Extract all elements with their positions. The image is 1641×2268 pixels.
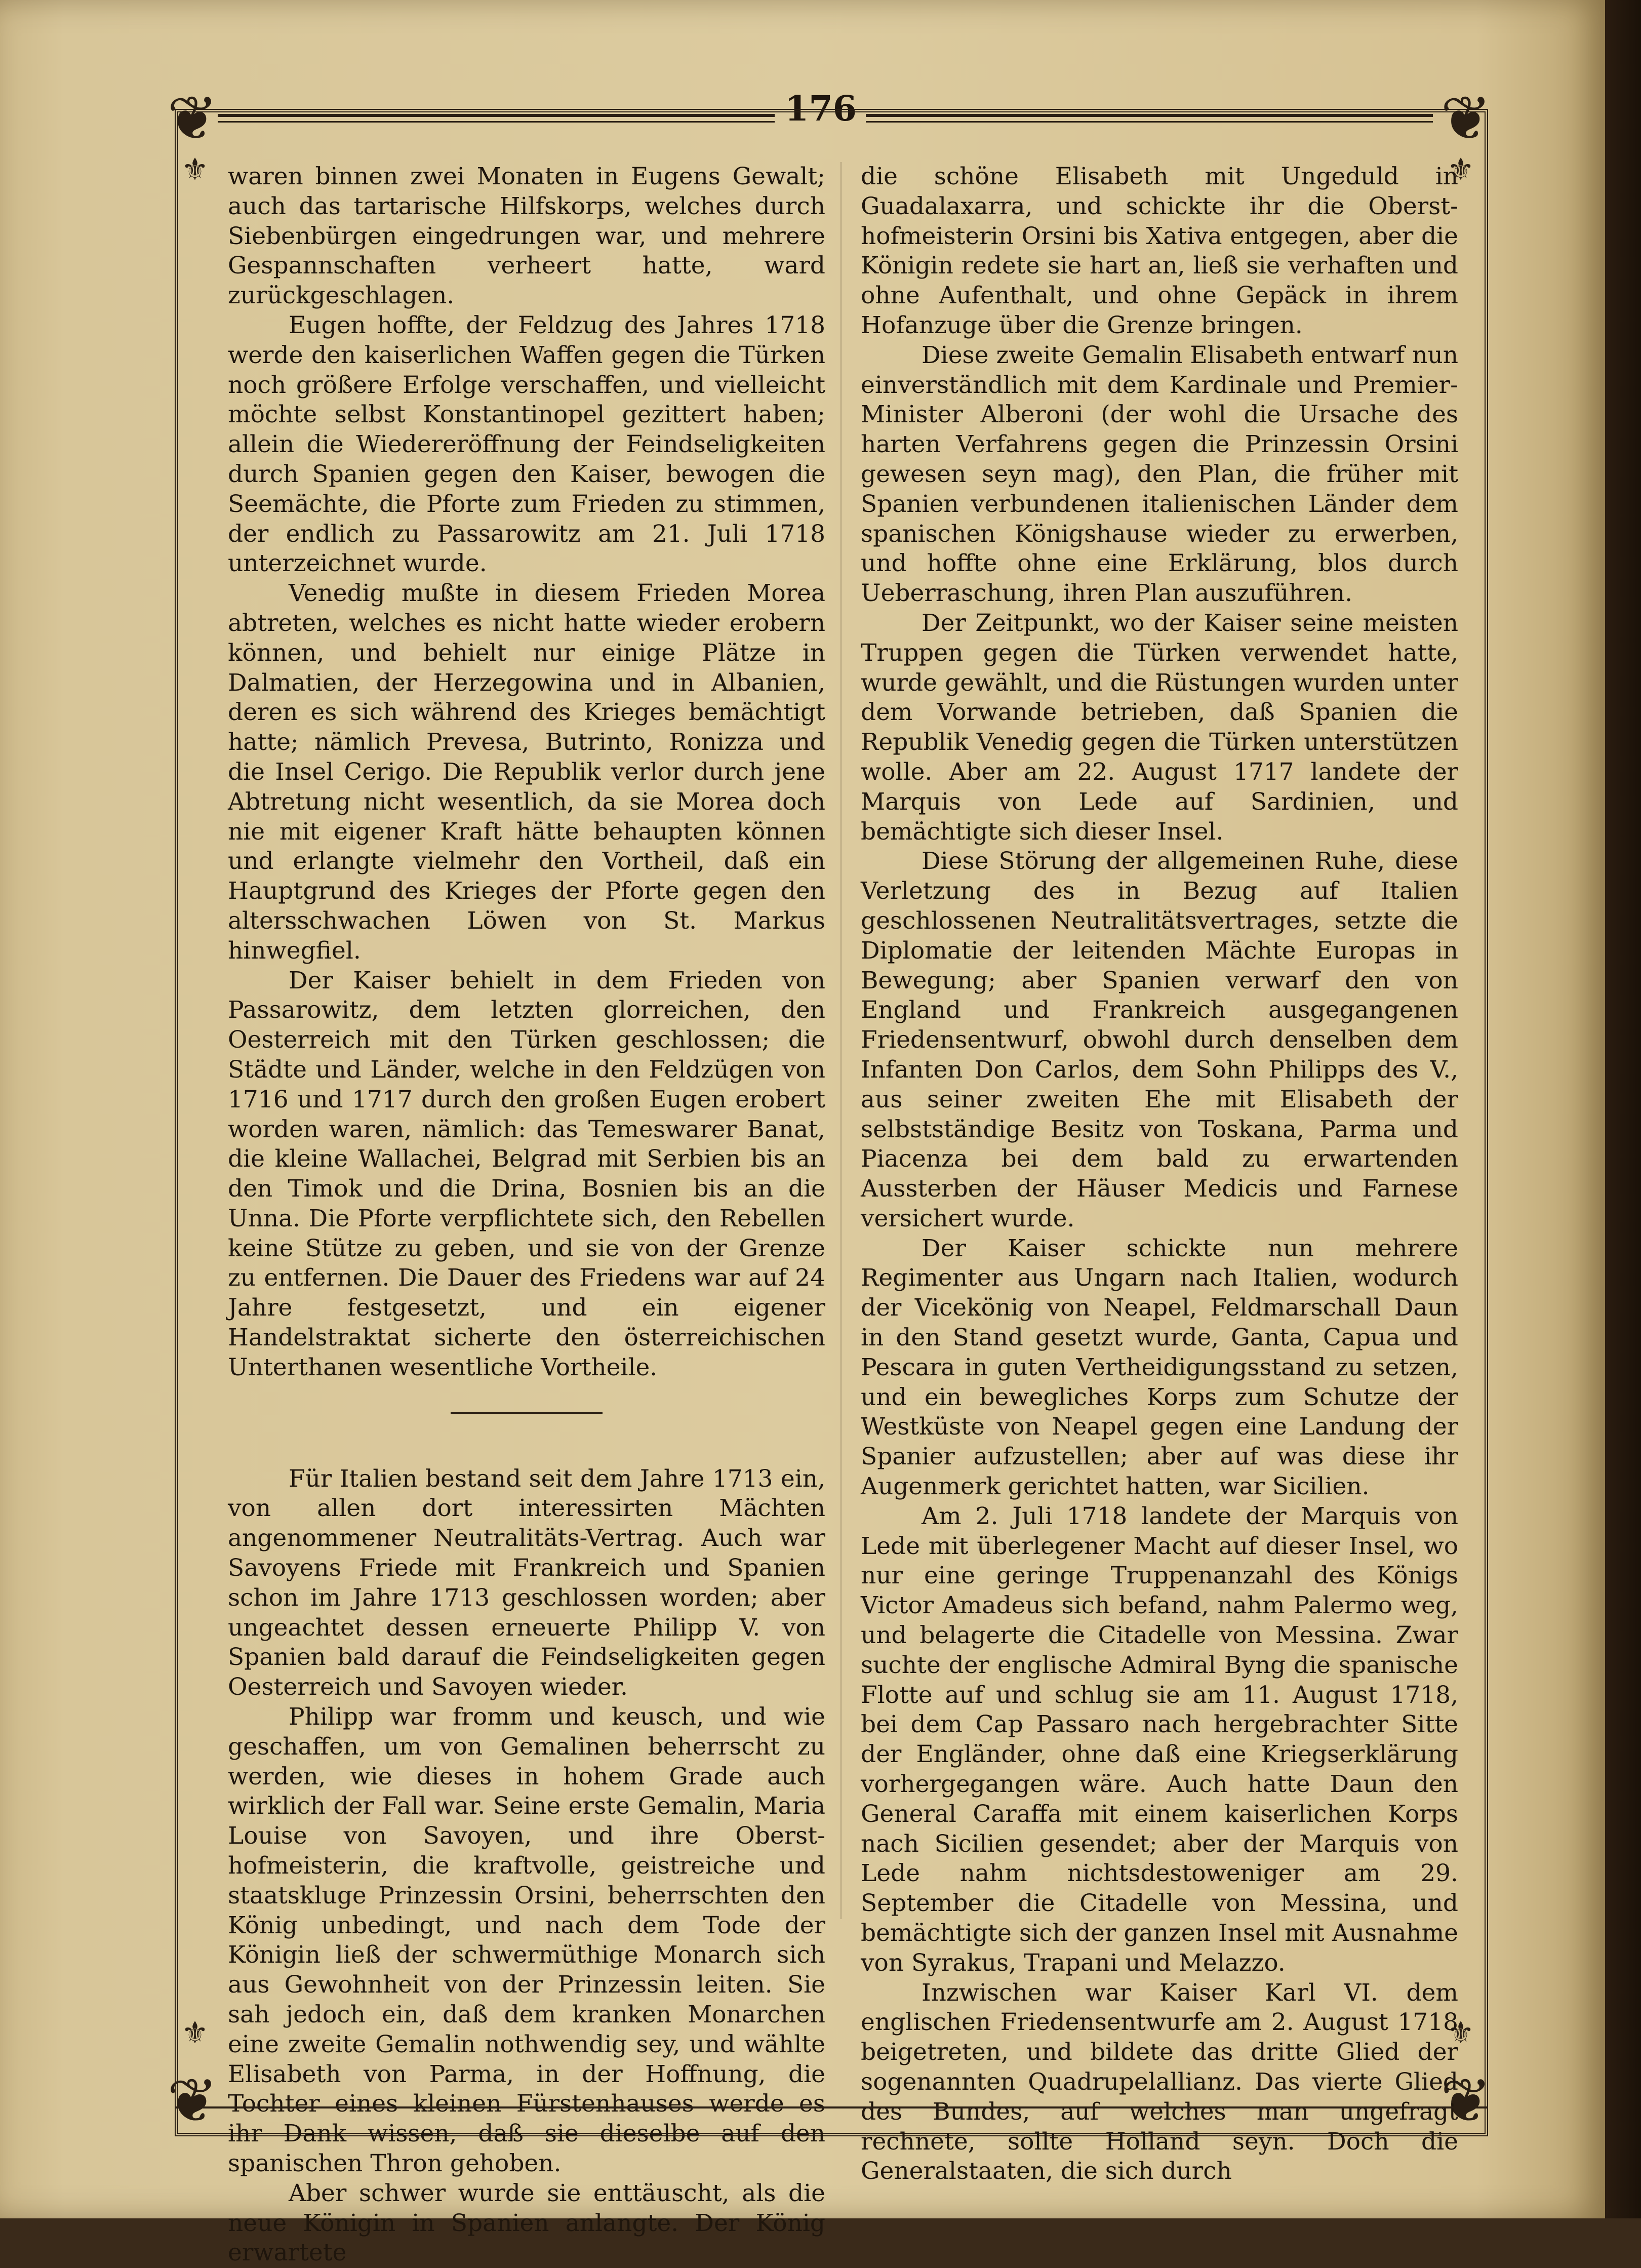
left-column	[228, 162, 825, 2268]
side-ornament-icon: ⚜	[181, 2015, 209, 2051]
paragraph: waren binnen zwei Monaten in Eugens Gewalt; auch das tartarische Hilfskorps, welches durch Siebenbürgen eingedrungen war, und mehrere Gespannschaften verheert hatte, ward zurückgeschlagen.	[228, 163, 825, 310]
paragraph: Aber schwer wurde sie enttäuscht, als die neue Königin in Spanien anlangte. Der König erwartete	[228, 2179, 825, 2267]
paragraph: Venedig mußte in diesem Frieden Morea abtreten, welches es nicht hatte wieder erobern können, und behielt nur einige Plätze in Dalmatien, der Herzegowina und in Albanien, deren es sich während des Krieges bemächtigt hatte; nämlich Prevesa, Butrinto, Ronizza und die Insel Cerigo. Die Republik verlor durch jene Abtretung nicht wesentlich, da sie Morea doch nie mit eigener Kraft hätte behaupten können und erlangte vielmehr den Vortheil, daß ein Hauptgrund des Krieges der Pforte gegen den altersschwachen Löwen von St. Markus hinwegfiel.	[228, 579, 825, 965]
paragraph: Diese Störung der allgemeinen Ruhe, diese Verletzung des in Bezug auf Italien geschlossenen Neutralitätsvertrages, setzte die Diplomatie der leitenden Mächte Europas in Bewegung; aber Spanien verwarf den von England und Frankreich ausgegangenen Friedensentwurf, obwohl durch denselben dem Infanten Don Carlos, dem Sohn Philipps des V., aus seiner zweiten Ehe mit Elisabeth der selbstständige Besitz von Toskana, Parma und Piacenza bei dem bald zu erwartenden Aussterben der Häuser Medicis und Farnese versichert wurde.	[861, 847, 1458, 1232]
paragraph: Der Zeitpunkt, wo der Kaiser seine meisten Truppen gegen die Türken verwendet hatte, wurde gewählt, und die Rüstungen wurden unter dem Vorwande betrieben, daß Spanien die Republik Venedig gegen die Türken unterstützen wolle. Aber am 22. August 1717 landete der Marquis von Lede auf Sardinien, und bemächtigte sich dieser Insel.	[861, 609, 1458, 846]
side-ornament-icon: ⚜	[181, 152, 209, 187]
paragraph: Am 2. Juli 1718 landete der Marquis von Lede mit überlegener Macht auf dieser Insel, wo nur eine geringe Truppenanzahl des Königs Victor Amadeus sich befand, nahm Palermo weg, und belagerte die Citadelle von Messina. Zwar suchte der englische Admiral Byng die spanische Flotte auf und schlug sie am 11. August 1718, bei dem Cap Passaro nach hergebrachter Sitte der Engländer, ohne daß eine Kriegserklärung vorhergegangen wäre. Auch hatte Daun den General Caraffa mit einem kaiserlichen Korps nach Sicilien gesendet; aber der Marquis von Lede nahm nichtsdestoweniger am 29. September die Citadelle von Messina, und bemächtigte sich der ganzen Insel mit Ausnahme von Syrakus, Trapani und Melazzo.	[861, 1502, 1458, 1977]
section-divider	[451, 1412, 603, 1414]
paragraph: Der Kaiser behielt in dem Frieden von Passarowitz, dem letzten glorreichen, den Oesterreich mit den Türken geschlossen; die Städte und Länder, welche in den Feldzügen von 1716 und 1717 durch den großen Eugen erobert worden waren, nämlich: das Temeswarer Banat, die kleine Wallachei, Belgrad mit Serbien bis an den Timok und die Drina, Bosnien bis an die Unna. Die Pforte verpflichtete sich, den Rebellen keine Stütze zu geben, und sie von der Grenze zu entfernen. Die Dauer des Friedens war auf 24 Jahre festgesetzt, und ein eigener Handelstraktat sicherte den österreichischen Unterthanen wesentliche Vortheile.	[228, 966, 825, 1381]
paragraph: Diese zweite Gemalin Elisabeth entwarf nun einverständlich mit dem Kardinale und Premier-Minister Alberoni (der wohl die Ursache des harten Verfahrens gegen die Prinzessin Orsini gewesen seyn mag), den Plan, die früher mit Spanien verbundenen italienischen Länder dem spanischen Königshause wieder zu erwerben, und hoffte ohne eine Erklärung, blos durch Ueberraschung, ihren Plan auszuführen.	[861, 341, 1458, 608]
paragraph: Eugen hoffte, der Feldzug des Jahres 1718 werde den kaiserlichen Waffen gegen die Türken noch größere Erfolge verschaffen, und vielleicht möchte selbst Konstantinopel gezittert haben; allein die Wiedereröffnung der Feindseligkeiten durch Spanien gegen den Kaiser, bewogen die Seemächte, die Pforte zum Frieden zu stimmen, der endlich zu Passarowitz am 21. Juli 1718 unterzeichnet wurde.	[228, 311, 825, 578]
corner-ornament-icon: ❦	[1440, 84, 1492, 154]
paragraph: Der Kaiser schickte nun mehrere Regimenter aus Ungarn nach Italien, wodurch der Vicekönig von Neapel, Feldmarschall Daun in den Stand gesetzt wurde, Ganta, Capua und Pescara in guten Vertheidigungsstand zu setzen, und ein bewegliches Korps zum Schutze der Westküste von Neapel gegen eine Landung der Spanier aufzustellen; aber auf was diese ihr Augenmerk gerichtet hatten, war Sicilien.	[861, 1234, 1458, 1501]
book-spine-edge	[1605, 0, 1641, 2218]
paragraph: Philipp war fromm und keusch, und wie geschaffen, um von Gemalinen beherrscht zu werden, wie dieses in hohem Grade auch wirklich der Fall war. Seine erste Gemalin, Maria Louise von Savoyen, und ihre Obersthofmeisterin, die kraftvolle, geistreiche und staatskluge Prinzessin Orsini, beherrschten den König unbedingt, und nach dem Tode der Königin ließ der schwermüthige Monarch sich aus Gewohnheit von der Prinzessin leiten. Sie sah jedoch ein, daß dem kranken Monarchen eine zweite Gemalin nothwendig sey, und wählte Elisabeth von Parma, in der Hoffnung, die Tochter eines kleinen Fürstenhauses werde es ihr Dank wissen, daß sie dieselbe auf den spanischen Thron gehoben.	[228, 1703, 825, 2177]
paragraph: Für Italien bestand seit dem Jahre 1713 ein, von allen dort interessirten Mächten angenommener Neutralitäts-Vertrag. Auch war Savoyens Friede mit Frankreich und Spanien schon im Jahre 1713 geschlossen worden; aber ungeachtet dessen erneuerte Philipp V. von Spanien bald darauf die Feindseligkeiten gegen Oesterreich und Savoyen wieder.	[228, 1464, 825, 1701]
right-column	[861, 162, 1458, 2186]
corner-ornament-icon: ❦	[167, 2066, 218, 2136]
paragraph: die schöne Elisabeth mit Ungeduld in Guadalaxarra, und schickte ihr die Obersthofmeisterin Orsini bis Xativa entgegen, aber die Königin redete sie hart an, ließ sie verhaften und ohne Aufenthalt, und ohne Gepäck in ihrem Hofanzuge über die Grenze bringen.	[861, 163, 1458, 339]
side-ornament-icon: ⚜	[1447, 152, 1474, 187]
column-separator	[840, 162, 842, 1919]
corner-ornament-icon: ❦	[167, 84, 218, 154]
corner-ornament-icon: ❦	[1440, 2066, 1492, 2136]
paragraph: Inzwischen war Kaiser Karl VI. dem englischen Friedensentwurfe am 2. August 1718 beigetreten, und bildete das dritte Glied der sogenannten Quadrupelallianz. Das vierte Glied des Bundes, auf welches man ungefragt rechnete, sollte Holland seyn. Doch die Generalstaaten, die sich durch	[861, 1978, 1458, 2185]
side-ornament-icon: ⚜	[1447, 2015, 1474, 2051]
page-number: 176	[785, 89, 857, 129]
footer-rule	[175, 2106, 1488, 2114]
